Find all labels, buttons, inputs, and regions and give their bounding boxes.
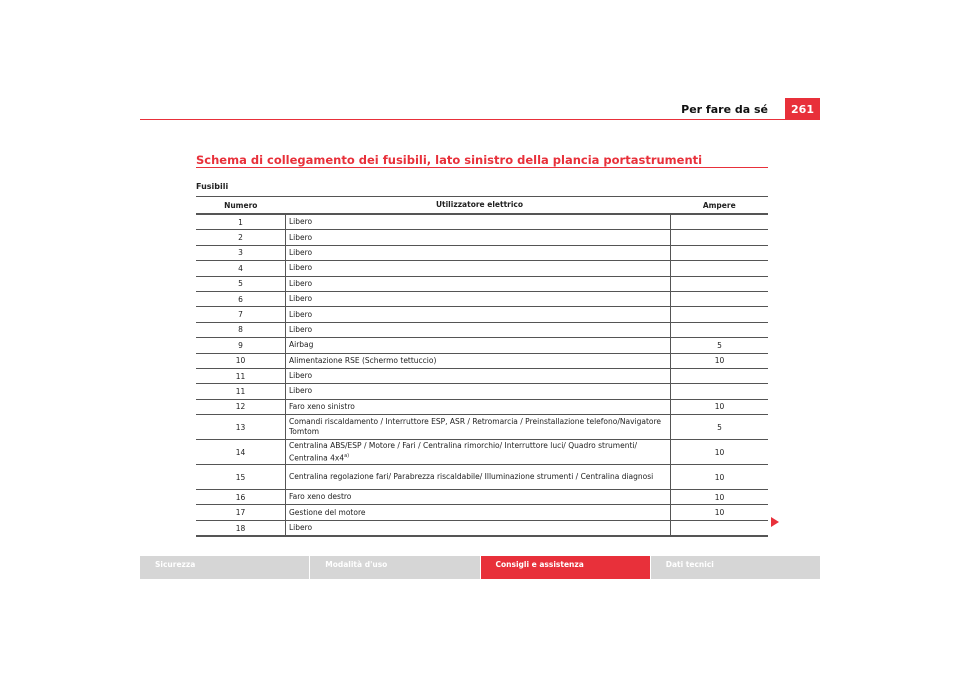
fuse-number: 3 [196,245,286,260]
header-divider [140,119,820,120]
fuse-number: 16 [196,490,286,505]
table-row [196,368,768,383]
fuse-user [286,230,671,245]
table-row [196,440,768,465]
fuse-user-text: Libero [289,371,313,381]
table-row [196,214,768,230]
fuse-ampere: 10 [671,399,769,414]
table-subtitle: Fusibili [196,182,229,191]
column-header-number: Numero [196,197,286,215]
fuse-user [286,276,671,291]
fuse-user [286,368,671,383]
fuse-ampere [671,214,769,230]
fuse-number: 1 [196,214,286,230]
table-row [196,261,768,276]
table-row [196,465,768,490]
fuse-user [286,261,671,276]
fuse-number: 11 [196,368,286,383]
fuse-user [286,490,671,505]
table-row [196,490,768,505]
footnote-marker: a) [344,452,350,459]
fuse-user [286,322,671,337]
fuse-user [286,440,671,465]
table-row [196,307,768,322]
footer-nav [140,556,820,579]
fuse-user-text: Faro xeno sinistro [289,401,355,411]
fuse-number: 4 [196,261,286,276]
fuse-user-text: Libero [289,324,313,334]
fuse-user-text: Libero [289,309,313,319]
fuse-ampere: 10 [671,353,769,368]
fuse-number: 14 [196,440,286,465]
fuse-number: 2 [196,230,286,245]
table-row [196,322,768,337]
fuse-user [286,214,671,230]
table-row [196,520,768,536]
fuse-user-text: Centralina regolazione fari/ Parabrezza riscaldabile/ Illuminazione strumenti / Centralina diagnosi [289,472,654,482]
fuse-ampere [671,520,769,536]
fuse-number: 18 [196,520,286,536]
fuse-ampere [671,261,769,276]
table-row [196,415,768,440]
footer-tab[interactable]: Modalità d'uso [310,556,479,579]
fuse-user [286,245,671,260]
fuse-user-text: Libero [289,386,313,396]
fuse-user-text: Libero [289,294,313,304]
fuse-user-text: Libero [289,278,313,288]
fuse-user [286,505,671,520]
fuse-number: 12 [196,399,286,414]
footer-tab[interactable]: Sicurezza [140,556,309,579]
table-header-row [196,197,768,215]
fuse-user-text: Comandi riscaldamento / Interruttore ESP, ASR / Retromarcia / Preinstallazione telefono/Navigatore Tomtom [289,417,662,437]
footer-tab[interactable]: Consigli e assistenza [481,556,650,579]
fuse-user [286,415,671,440]
fuse-ampere [671,322,769,337]
footer-tab[interactable]: Dati tecnici [651,556,820,579]
fuse-ampere [671,368,769,383]
fuse-user-text: Alimentazione RSE (Schermo tettuccio) [289,355,437,365]
fuse-user-text: Libero [289,217,313,227]
table-row [196,230,768,245]
fuse-user-text: Gestione del motore [289,507,366,517]
table-row [196,245,768,260]
fuse-user-text: Centralina ABS/ESP / Motore / Fari / Centralina rimorchio/ Interruttore luci/ Quadro strumenti/ Centralina 4x4 [289,440,638,463]
fuse-ampere: 5 [671,338,769,353]
column-header-ampere: Ampere [671,197,769,215]
fuse-user [286,291,671,306]
page-number-badge: 261 [785,98,820,120]
table-row [196,384,768,399]
fuse-ampere: 10 [671,505,769,520]
fuse-user-text: Libero [289,247,313,257]
fuse-table-body [196,214,768,536]
fuse-user-text: Libero [289,523,313,533]
fuse-number: 17 [196,505,286,520]
table-row [196,276,768,291]
fuse-ampere: 10 [671,440,769,465]
fuse-user-text: Libero [289,232,313,242]
fuse-user [286,520,671,536]
fuse-user [286,384,671,399]
fuse-number: 8 [196,322,286,337]
fuse-number: 9 [196,338,286,353]
fuse-number: 10 [196,353,286,368]
fuse-ampere [671,291,769,306]
fuse-user [286,307,671,322]
next-page-arrow-icon[interactable] [771,517,779,527]
table-row [196,399,768,414]
fuse-ampere: 5 [671,415,769,440]
fuse-user [286,465,671,490]
fuse-user-text: Libero [289,263,313,273]
fuse-user-text: Faro xeno destro [289,492,352,502]
section-divider [196,167,768,168]
fuse-number: 5 [196,276,286,291]
fuse-ampere: 10 [671,465,769,490]
fuse-user [286,399,671,414]
fuse-ampere [671,230,769,245]
fuse-ampere [671,245,769,260]
fuse-number: 7 [196,307,286,322]
fuse-user-text: Airbag [289,340,314,350]
column-header-user: Utilizzatore elettrico [286,197,671,215]
fuse-number: 15 [196,465,286,490]
fuse-table [196,196,768,537]
table-row [196,353,768,368]
page-header-title: Per fare da sé [681,103,768,116]
table-row [196,338,768,353]
fuse-ampere [671,307,769,322]
fuse-user [286,338,671,353]
fuse-ampere [671,384,769,399]
fuse-number: 11 [196,384,286,399]
table-row [196,505,768,520]
fuse-ampere [671,276,769,291]
section-title: Schema di collegamento dei fusibili, lato sinistro della plancia portastrumenti [196,153,703,167]
fuse-number: 13 [196,415,286,440]
fuse-user [286,353,671,368]
fuse-number: 6 [196,291,286,306]
fuse-ampere: 10 [671,490,769,505]
table-row [196,291,768,306]
